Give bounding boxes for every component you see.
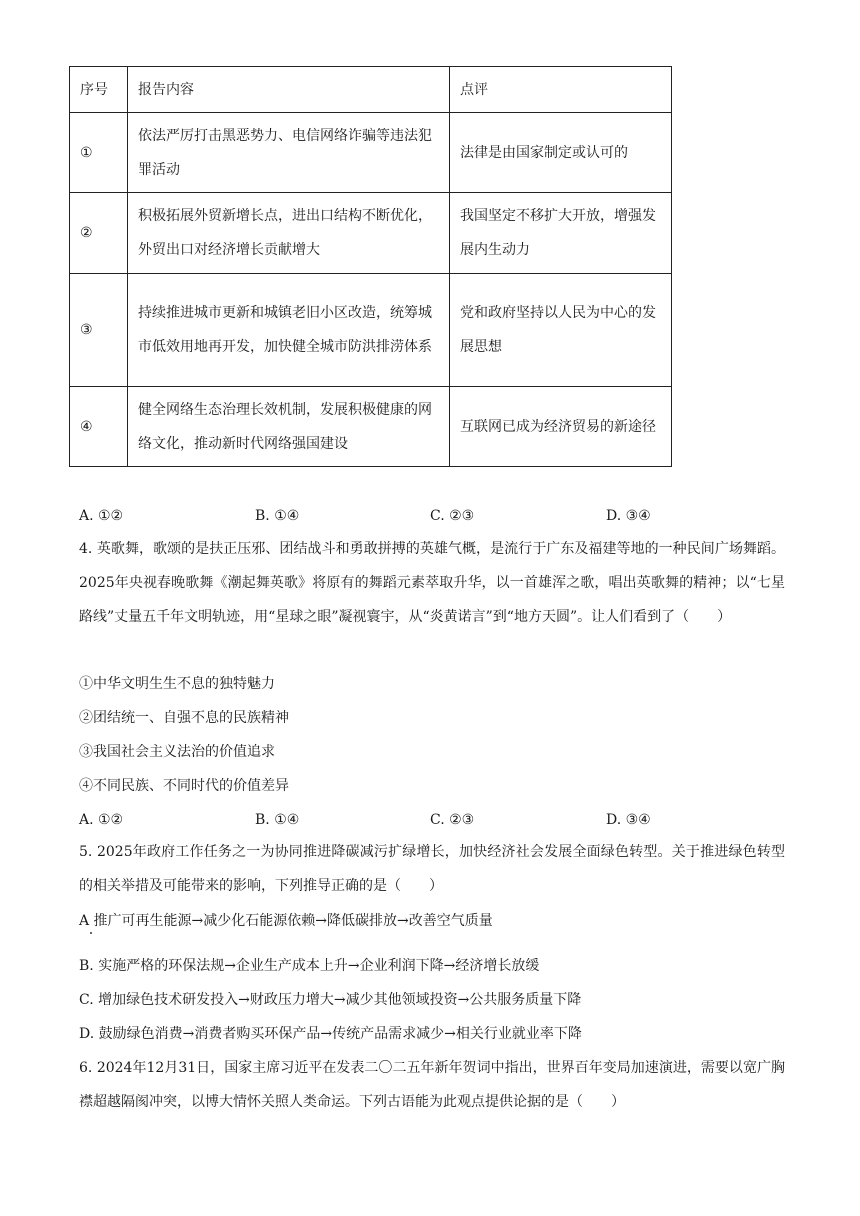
- row-comment: 我国坚定不移扩大开放，增强发展内生动力: [450, 193, 672, 274]
- q4-stem: 4. 英歌舞，歌颂的是扶正压邪、团结战斗和勇敢拼搏的英雄气概，是流行于广东及福建等地的一种民间广场舞蹈。2025年央视春晚歌舞《潮起舞英歌》将原有的舞蹈元素萃取升华，以一首雄浑之歌，唱出英歌舞的精神；以“七星路线”丈量五千年文明轨迹，用“星球之眼”凝视寰宇，从“炎黄诺言”到“地方天圆”。让人们看到了（ ）: [79, 541, 785, 625]
- q4-option-d[interactable]: D. ③④: [606, 812, 651, 828]
- q4-options: [79, 809, 779, 831]
- q3-option-d[interactable]: D. ③④: [606, 508, 651, 524]
- q4-option-a[interactable]: A. ①②: [79, 812, 124, 828]
- q4-item-3: ③我国社会主义法治的价值追求: [79, 744, 275, 760]
- q3-options: [79, 505, 779, 527]
- row-number: ③: [70, 274, 128, 387]
- row-comment: 互联网已成为经济贸易的新途径: [450, 387, 672, 467]
- report-table: [69, 66, 672, 467]
- q3-option-c[interactable]: C. ②③: [430, 508, 475, 524]
- table-row: [70, 274, 672, 387]
- row-content: 依法严厉打击黑恶势力、电信网络诈骗等违法犯罪活动: [128, 113, 450, 193]
- q4-option-c[interactable]: C. ②③: [430, 812, 475, 828]
- row-number: ①: [70, 113, 128, 193]
- header-cell-content: 报告内容: [128, 67, 450, 113]
- header-cell-comment: 点评: [450, 67, 672, 113]
- q5-choice-a[interactable]: A 推广可再生能源→减少化石能源依赖→降低碳排放→改善空气质量: [79, 913, 493, 929]
- q5-stem: 5. 2025年政府工作任务之一为协同推进降碳减污扩绿增长，加快经济社会发展全面绿色转型。关于推进绿色转型的相关举措及可能带来的影响，下列推导正确的是（ ）: [79, 844, 785, 894]
- row-content: 积极拓展外贸新增长点，进出口结构不断优化，外贸出口对经济增长贡献增大: [128, 193, 450, 274]
- table-row: [70, 113, 672, 193]
- table-row: [70, 387, 672, 467]
- q3-option-a[interactable]: A. ①②: [79, 508, 124, 524]
- stray-dot: [90, 932, 92, 934]
- row-comment: 法律是由国家制定或认可的: [450, 113, 672, 193]
- q4-item-4: ④不同民族、不同时代的价值差异: [79, 778, 289, 794]
- row-number: ②: [70, 193, 128, 274]
- table-row: [70, 193, 672, 274]
- q4-item-1: ①中华文明生生不息的独特魅力: [79, 676, 275, 692]
- q6-stem: 6. 2024年12月31日，国家主席习近平在发表二〇二五年新年贺词中指出，世界百年变局加速演进，需要以宽广胸襟超越隔阂冲突，以博大情怀关照人类命运。下列古语能为此观点提供论据的是（ ）: [79, 1060, 785, 1110]
- q5-choice-c[interactable]: C. 增加绿色技术研发投入→财政压力增大→减少其他领域投资→公共服务质量下降: [79, 992, 582, 1008]
- q3-option-b[interactable]: B. ①④: [255, 508, 300, 524]
- row-number: ④: [70, 387, 128, 467]
- q5-choice-d[interactable]: D. 鼓励绿色消费→消费者购买环保产品→传统产品需求减少→相关行业就业率下降: [79, 1026, 582, 1042]
- table-header-row: [70, 67, 672, 113]
- row-content: 持续推进城市更新和城镇老旧小区改造，统筹城市低效用地再开发，加快健全城市防洪排涝体系: [128, 274, 450, 387]
- header-cell-number: 序号: [70, 67, 128, 113]
- q4-option-b[interactable]: B. ①④: [255, 812, 300, 828]
- row-content: 健全网络生态治理长效机制，发展积极健康的网络文化，推动新时代网络强国建设: [128, 387, 450, 467]
- q4-item-2: ②团结统一、自强不息的民族精神: [79, 710, 289, 726]
- row-comment: 党和政府坚持以人民为中心的发展思想: [450, 274, 672, 387]
- q5-choice-b[interactable]: B. 实施严格的环保法规→企业生产成本上升→企业利润下降→经济增长放缓: [79, 958, 540, 974]
